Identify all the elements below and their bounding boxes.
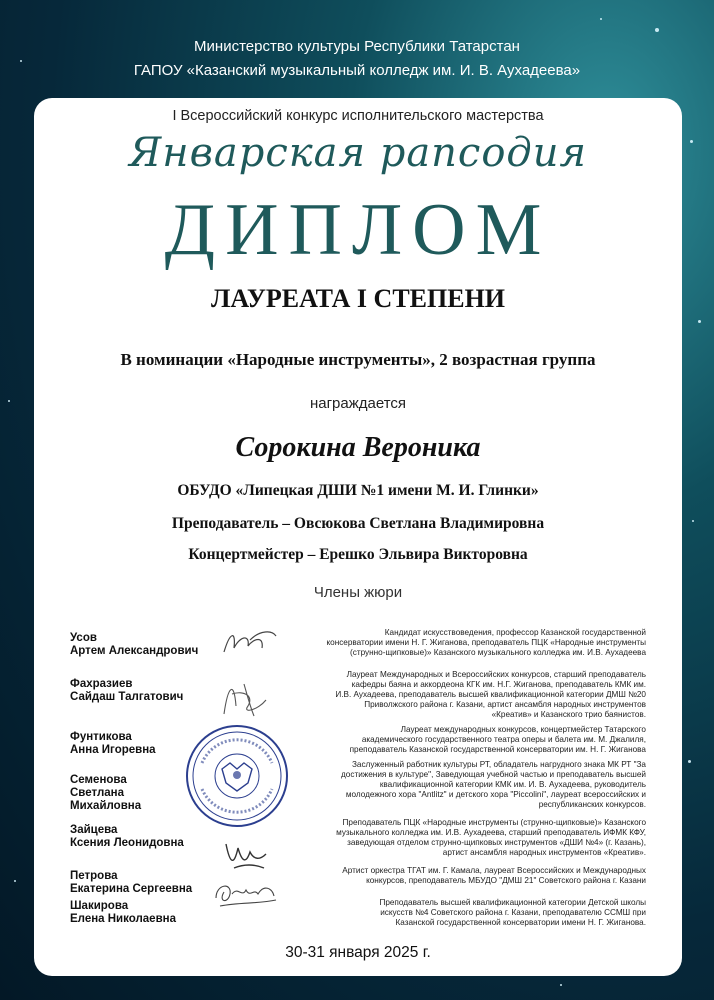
jury-member-description: Преподаватель ПЦК «Народные инструменты (струнно-щипковые)» Казанского музыкального колледжа им. И.В. Аухадеева, старший преподаватель ИФМК КФУ, заведующая отделом струнно-щипковых инструментов «ДШИ №4» (г. Казань), артист ансамбля народных инструментов «Креатив». xyxy=(336,818,646,857)
signature xyxy=(210,876,280,912)
jury-heading: Члены жюри xyxy=(313,584,403,601)
jury-member-name: Фунтикова Анна Игоревна xyxy=(70,731,156,756)
jury-member-name: Петрова Екатерина Сергеевна xyxy=(70,870,193,895)
star-decoration xyxy=(14,880,16,882)
signature xyxy=(214,676,274,720)
laureate-name: Сорокина Вероника xyxy=(235,432,481,463)
star-decoration xyxy=(688,760,691,763)
jury-member-name: Семенова Светлана Михайловна xyxy=(70,774,142,812)
star-decoration xyxy=(655,28,659,32)
jury-member-description: Лауреат Международных и Всероссийских конкурсов, старший преподаватель кафедры баяна и аккордеона КГК им. Н.Г. Жиганова, преподаватель КМК им. И.В. Аухадеева, преподаватель высшей квалификационной категории ДМШ №20 Приволжского района г. Казани, артист ансамбля народных инструментов «Креатив» и Казанского трио баянистов. xyxy=(335,670,646,719)
jury-member-name: Фахразиев Сайдаш Талгатович xyxy=(70,678,184,703)
jury-member-description: Лауреат международных конкурсов, концертмейстер Татарского академического государственного театра оперы и балета им. М. Джалиля, преподаватель Казанской государственной консерватории им. Н. Г. Жиганова xyxy=(349,725,646,754)
star-decoration xyxy=(692,520,694,522)
star-decoration xyxy=(8,400,10,402)
official-seal xyxy=(184,723,290,829)
ministry-name: Министерство культуры Республики Татарстан xyxy=(194,38,520,55)
date-line: 30-31 января 2025 г. xyxy=(285,944,431,961)
accompanist-line: Концертмейстер – Ерешко Эльвира Викторовна xyxy=(188,546,528,563)
diploma-heading: ДИПЛОМ xyxy=(164,189,552,271)
jury-member-description: Преподаватель высшей квалификационной категории Детской школы искусств №4 Советского района г. Казани, преподавателю ССМШ при Казанской государственной консерватории имени Н. Г. Жиганова. xyxy=(379,898,646,927)
star-decoration xyxy=(690,140,693,143)
signature xyxy=(220,626,280,660)
jury-member-name: Зайцева Ксения Леонидовна xyxy=(70,824,184,849)
contest-title: Январская рапсодия xyxy=(128,130,588,176)
school-line: ОБУДО «Липецкая ДШИ №1 имени М. И. Глинки» xyxy=(177,482,539,499)
jury-member-description: Кандидат искусствоведения, профессор Казанской государственной консерватории имени Н. Г. Жиганова, преподаватель ПЦК «Народные инструменты (струнно-щипковые)» Казанского музыкального колледжа им. И.В. Аухадеева xyxy=(326,628,646,657)
awarded-label: награждается xyxy=(309,395,407,412)
contest-line: I Всероссийский конкурс исполнительского мастерства xyxy=(172,108,544,124)
jury-member-name: Усов Артем Александрович xyxy=(70,632,199,657)
college-name: ГАПОУ «Казанский музыкальный колледж им. И. В. Аухадеева» xyxy=(133,62,581,79)
teacher-line: Преподаватель – Овсюкова Светлана Владимировна xyxy=(171,515,545,532)
nomination-line: В номинации «Народные инструменты», 2 возрастная группа xyxy=(120,350,596,369)
jury-member-description: Артист оркестра ТГАТ им. Г. Камала, лауреат Всероссийских и Международных конкурсов, преподаватель МБУДО "ДМШ 21" Советского района г. Казани xyxy=(342,866,646,885)
diploma-paper xyxy=(34,98,682,976)
jury-member-name: Шакирова Елена Николаевна xyxy=(70,900,176,925)
star-decoration xyxy=(560,984,562,986)
signature xyxy=(220,838,270,872)
star-decoration xyxy=(600,18,602,20)
degree-heading: ЛАУРЕАТА I СТЕПЕНИ xyxy=(210,284,506,313)
jury-member-description: Заслуженный работник культуры РТ, обладатель нагрудного знака МК РТ "За достижения в культуре", Заведующая учебной частью и преподаватель высшей квалификационной категории КМК им. И. В. Аухадеева, руководитель молодежного хора "Antlitz" и детского хора "Piccolini", лауреат всероссийских и республиканских конкурсов. xyxy=(341,760,646,809)
star-decoration xyxy=(698,320,701,323)
